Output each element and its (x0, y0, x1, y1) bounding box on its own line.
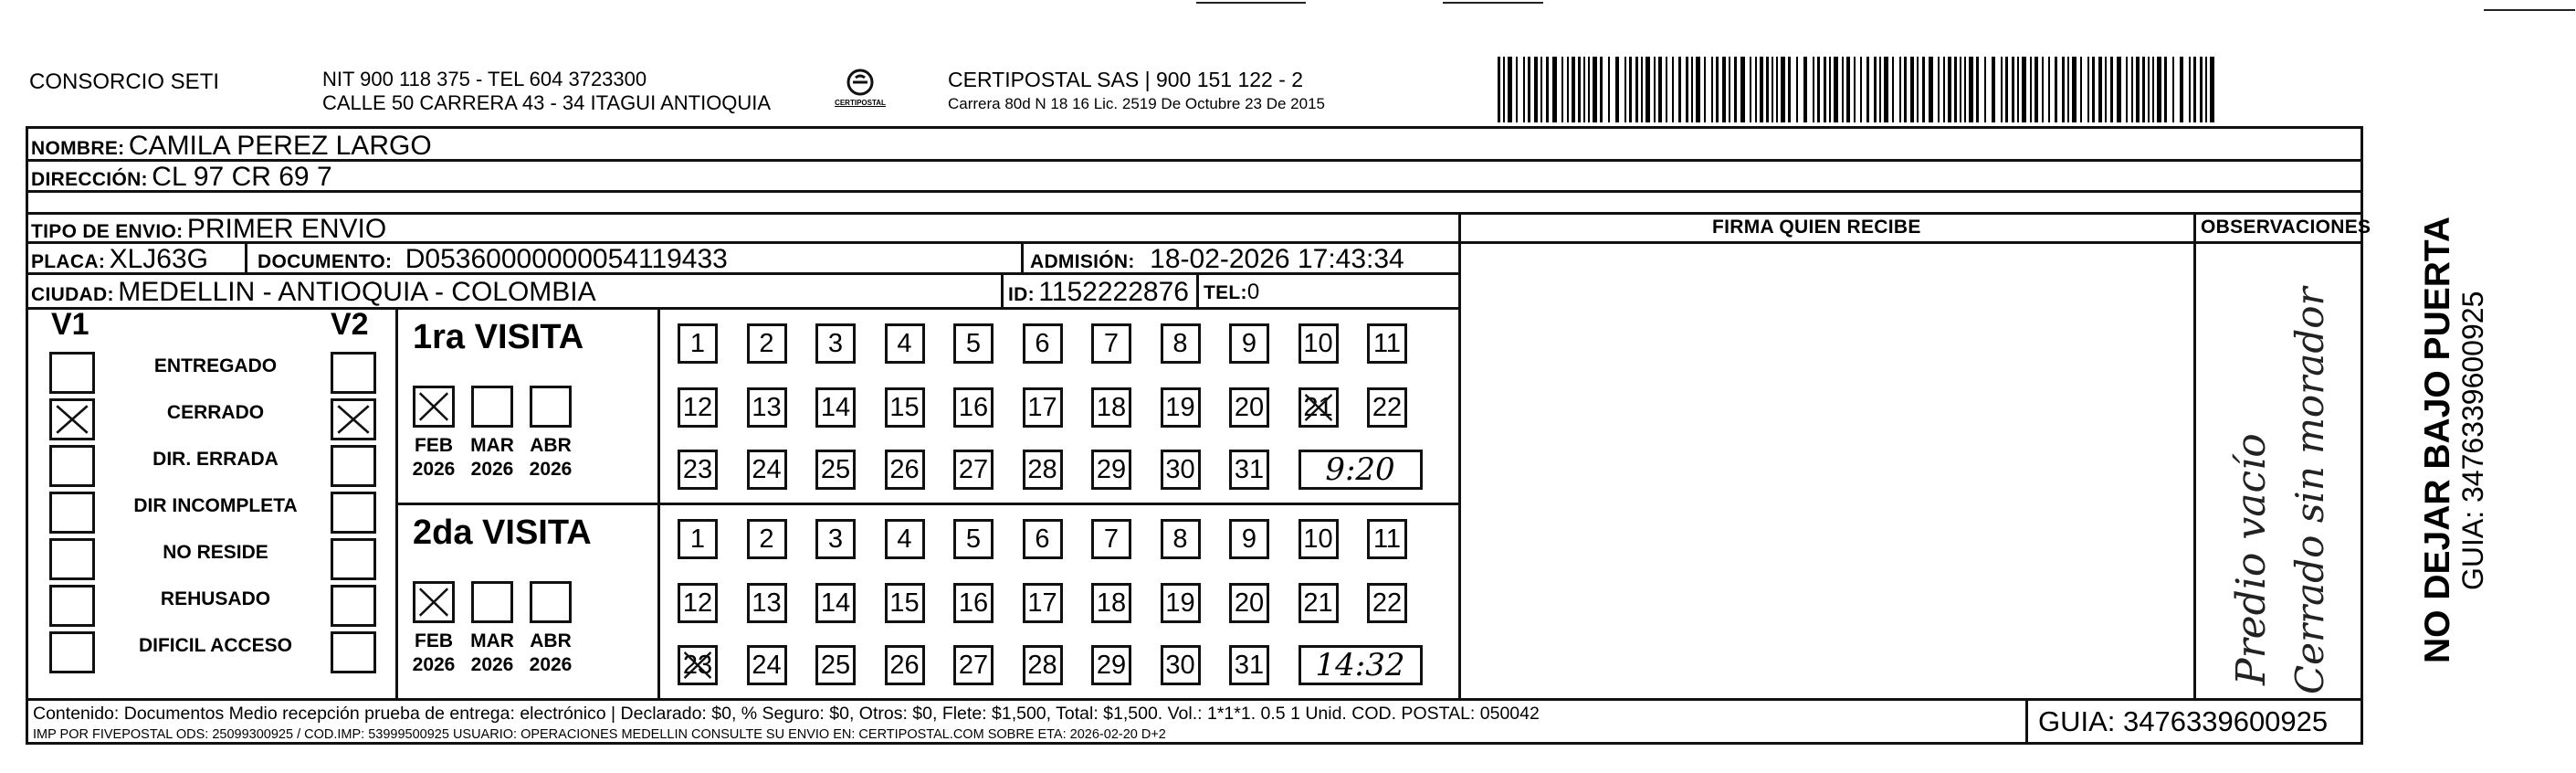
day-number: 31 (1234, 650, 1265, 680)
v2-checkbox[interactable] (331, 352, 376, 394)
day-number: 17 (1027, 588, 1057, 618)
tel-value: 0 (1246, 280, 1260, 304)
day-number: 30 (1165, 454, 1195, 484)
day-number: 22 (1372, 588, 1403, 618)
day-box[interactable] (953, 519, 994, 559)
day-number: 4 (897, 524, 912, 554)
tipo-row (31, 214, 386, 245)
v2-checkbox[interactable] (331, 538, 376, 580)
day-box[interactable] (1161, 519, 1201, 559)
footer-guia: GUIA: 3476339600925 (2038, 705, 2329, 737)
day-box[interactable] (1023, 323, 1063, 364)
day-box[interactable] (1023, 645, 1063, 685)
day-number: 26 (889, 650, 920, 680)
nombre-row (31, 131, 432, 162)
month-label: ABR (530, 630, 572, 651)
day-box[interactable] (1161, 387, 1201, 428)
admision-label: ADMISIÓN: (1030, 251, 1135, 272)
x-mark (415, 388, 452, 425)
tel-label: TEL: (1204, 282, 1247, 303)
logo-text: CERTIPOSTAL (835, 99, 886, 107)
day-number: 1 (689, 328, 706, 358)
nombre-value: CAMILA PEREZ LARGO (128, 131, 432, 161)
tipo-value: PRIMER ENVIO (186, 214, 387, 244)
day-box[interactable] (885, 450, 925, 490)
status-option-label: DIR INCOMPLETA (133, 495, 298, 516)
month-label: ABR (530, 435, 572, 456)
admision-value: 18-02-2026 17:43:34 (1150, 244, 1404, 274)
day-box[interactable] (1091, 583, 1131, 623)
day-box[interactable] (815, 645, 856, 685)
month-label: FEB (415, 630, 453, 651)
day-box[interactable] (747, 450, 787, 490)
day-box[interactable] (1229, 583, 1269, 623)
direccion-row (31, 162, 332, 193)
nombre-label: NOMBRE: (31, 138, 125, 159)
day-box[interactable] (1367, 519, 1407, 559)
visit-title: 1ra VISITA (413, 318, 584, 356)
day-number: 24 (752, 454, 782, 484)
admision-field (1030, 244, 1404, 275)
day-number: 27 (958, 650, 989, 680)
v1-label: V1 (51, 307, 89, 342)
status-option-label: REHUSADO (160, 588, 271, 609)
day-number: 8 (1172, 524, 1188, 554)
contenido-line: Contenido: Documentos Medio recepción prueba de entrega: electrónico | Declarado: $0, % Seguro: $0, Otros: $0, Flete: $1,500, Total: $1,500. Vol.: 1*1*1. 0.5 1 Unid. COD. POSTAL: 050042 (33, 704, 1540, 724)
day-number: 20 (1234, 392, 1265, 422)
certipostal-logo (833, 64, 888, 119)
day-number: 9 (1241, 524, 1257, 554)
day-number: 3 (827, 524, 844, 554)
day-box[interactable] (747, 387, 787, 428)
day-box[interactable] (1299, 583, 1339, 623)
day-number: 26 (889, 454, 920, 484)
month-year: 2026 (529, 654, 573, 675)
month-checkbox[interactable] (471, 581, 513, 623)
day-box[interactable] (1091, 645, 1131, 685)
imp-line: IMP POR FIVEPOSTAL ODS: 25099300925 / COD.IMP: 53999500925 USUARIO: OPERACIONES MEDELLIN CONSULTE SU ENVIO EN: CERTIPOSTAL.COM SOBRE ETA: 2026-02-20 D+2 (33, 727, 1166, 742)
day-number: 24 (752, 650, 782, 680)
day-box[interactable] (815, 387, 856, 428)
v2-checkbox[interactable] (331, 492, 376, 534)
day-box[interactable] (953, 450, 994, 490)
day-number: 12 (682, 588, 713, 618)
day-number: 10 (1303, 328, 1333, 358)
day-box[interactable] (1367, 387, 1407, 428)
scan-mark (1443, 2, 1543, 4)
direccion-value: CL 97 CR 69 7 (152, 162, 332, 192)
day-number: 12 (682, 392, 713, 422)
firma-label: FIRMA QUIEN RECIBE (1712, 217, 1921, 238)
month-label: FEB (415, 435, 453, 456)
day-box[interactable] (678, 645, 718, 685)
no-dejar-bajo-puerta: NO DEJAR BAJO PUERTA (2418, 216, 2457, 663)
day-number: 11 (1372, 328, 1402, 358)
day-box[interactable] (1023, 583, 1063, 623)
v2-checkbox[interactable] (331, 445, 376, 487)
barcode (1498, 57, 2219, 122)
id-field (1008, 277, 1189, 308)
day-number: 25 (820, 454, 851, 484)
scan-mark (2484, 9, 2575, 11)
day-box[interactable] (678, 519, 718, 559)
day-box[interactable] (815, 519, 856, 559)
day-box[interactable] (953, 387, 994, 428)
observaciones-label: OBSERVACIONES (2201, 217, 2371, 238)
x-mark (1301, 390, 1336, 425)
month-year: 2026 (412, 654, 456, 675)
day-number: 7 (1103, 524, 1120, 554)
observaciones-note-2: Cerrado sin morador (2287, 287, 2332, 694)
day-number: 21 (1303, 588, 1333, 618)
day-number: 21 (1303, 392, 1333, 422)
day-number: 2 (759, 328, 774, 358)
day-box[interactable] (1229, 387, 1269, 428)
day-box[interactable] (1161, 645, 1201, 685)
month-year: 2026 (470, 459, 514, 480)
day-box[interactable] (815, 450, 856, 490)
day-number: 22 (1372, 392, 1403, 422)
status-option-label: DIFICIL ACCESO (138, 635, 292, 656)
day-box[interactable] (1229, 450, 1269, 490)
day-number: 15 (889, 392, 920, 422)
x-mark (333, 401, 373, 438)
placa-field (31, 244, 208, 275)
documento-field (258, 244, 728, 275)
month-checkbox[interactable] (413, 581, 455, 623)
side-guia: GUIA: 3476339600925 (2456, 291, 2489, 590)
status-option-label: DIR. ERRADA (152, 449, 279, 470)
day-number: 18 (1096, 392, 1127, 422)
day-box[interactable] (1299, 323, 1339, 364)
day-box[interactable] (953, 323, 994, 364)
day-box[interactable] (1161, 450, 1201, 490)
month-year: 2026 (529, 459, 573, 480)
day-box[interactable] (1299, 519, 1339, 559)
x-mark (680, 648, 715, 683)
day-number: 2 (759, 524, 774, 554)
day-box[interactable] (747, 519, 787, 559)
day-box[interactable] (1229, 323, 1269, 364)
day-box[interactable] (885, 583, 925, 623)
scan-mark (1196, 2, 1306, 4)
day-number: 29 (1096, 650, 1127, 680)
v1-checkbox[interactable] (49, 492, 95, 534)
day-number: 28 (1027, 650, 1057, 680)
visit-time-box[interactable] (1299, 645, 1423, 685)
visit-title: 2da VISITA (413, 514, 592, 552)
day-number: 16 (958, 588, 989, 618)
day-number: 15 (889, 588, 920, 618)
day-number: 19 (1165, 588, 1195, 618)
observaciones-note-1: Predio vacío (2228, 433, 2275, 685)
day-box[interactable] (747, 583, 787, 623)
month-label: MAR (470, 435, 514, 456)
day-box[interactable] (1299, 387, 1339, 428)
v2-checkbox[interactable] (331, 631, 376, 673)
day-number: 25 (820, 650, 851, 680)
day-box[interactable] (953, 645, 994, 685)
certipostal-line: CERTIPOSTAL SAS | 900 151 122 - 2 (948, 68, 1304, 91)
status-option-label: NO RESIDE (163, 542, 268, 563)
visit-time: 14:32 (1315, 647, 1405, 683)
x-mark (52, 401, 92, 438)
ciudad-field (31, 277, 596, 308)
day-number: 3 (827, 328, 844, 358)
day-box[interactable] (1229, 645, 1269, 685)
v1-checkbox[interactable] (49, 631, 95, 673)
tipo-label: TIPO DE ENVIO: (31, 221, 184, 242)
visit-time: 9:20 (1325, 451, 1395, 488)
day-box[interactable] (1091, 323, 1131, 364)
day-box[interactable] (678, 450, 718, 490)
documento-value: D05360000000054119433 (405, 244, 728, 274)
day-number: 31 (1234, 454, 1265, 484)
day-number: 7 (1103, 328, 1120, 358)
day-box[interactable] (1091, 450, 1131, 490)
month-year: 2026 (412, 459, 456, 480)
day-number: 8 (1172, 328, 1188, 358)
license-line: Carrera 80d N 18 16 Lic. 2519 De Octubre 23 De 2015 (948, 95, 1325, 112)
v1-checkbox[interactable] (49, 538, 95, 580)
day-box[interactable] (1161, 583, 1201, 623)
day-box[interactable] (1091, 519, 1131, 559)
status-option-label: ENTREGADO (153, 355, 278, 376)
status-option-label: CERRADO (166, 402, 265, 423)
day-box[interactable] (1091, 387, 1131, 428)
month-checkbox[interactable] (530, 581, 572, 623)
day-box[interactable] (885, 323, 925, 364)
day-box[interactable] (1367, 323, 1407, 364)
day-number: 11 (1372, 524, 1402, 554)
day-box[interactable] (815, 323, 856, 364)
id-value: 1152222876 (1038, 277, 1189, 307)
ciudad-value: MEDELLIN - ANTIOQUIA - COLOMBIA (118, 277, 596, 307)
day-number: 17 (1027, 392, 1057, 422)
day-box[interactable] (747, 323, 787, 364)
day-box[interactable] (1023, 450, 1063, 490)
tel-field (1204, 280, 1259, 305)
v1-checkbox[interactable] (49, 398, 95, 440)
day-number: 13 (752, 392, 782, 422)
month-checkbox[interactable] (413, 386, 455, 428)
day-number: 29 (1096, 454, 1127, 484)
address-line: CALLE 50 CARRERA 43 - 34 ITAGUI ANTIOQUIA (322, 91, 772, 114)
day-number: 18 (1096, 588, 1127, 618)
day-box[interactable] (885, 519, 925, 559)
day-box[interactable] (747, 645, 787, 685)
v2-checkbox[interactable] (331, 585, 376, 627)
v2-checkbox[interactable] (331, 398, 376, 440)
ciudad-label: CIUDAD: (31, 284, 114, 305)
month-checkbox[interactable] (471, 386, 513, 428)
day-box[interactable] (953, 583, 994, 623)
placa-label: PLACA: (31, 251, 106, 272)
day-box[interactable] (678, 583, 718, 623)
direccion-label: DIRECCIÓN: (31, 169, 148, 190)
day-number: 14 (820, 588, 851, 618)
day-number: 1 (689, 524, 706, 554)
month-checkbox[interactable] (530, 386, 572, 428)
day-number: 10 (1303, 524, 1333, 554)
day-number: 13 (752, 588, 782, 618)
day-box[interactable] (885, 645, 925, 685)
x-mark (415, 584, 452, 620)
day-number: 27 (958, 454, 989, 484)
day-number: 4 (897, 328, 912, 358)
day-box[interactable] (1229, 519, 1269, 559)
day-number: 23 (682, 650, 713, 680)
day-box[interactable] (678, 323, 718, 364)
day-number: 23 (682, 454, 713, 484)
documento-label: DOCUMENTO: (258, 251, 393, 272)
nit-line: NIT 900 118 375 - TEL 604 3723300 (322, 68, 647, 90)
month-year: 2026 (470, 654, 514, 675)
day-box[interactable] (678, 387, 718, 428)
day-box[interactable] (815, 583, 856, 623)
day-box[interactable] (1023, 387, 1063, 428)
day-box[interactable] (1367, 583, 1407, 623)
day-box[interactable] (1023, 519, 1063, 559)
day-number: 20 (1234, 588, 1265, 618)
v1-checkbox[interactable] (49, 445, 95, 487)
day-number: 16 (958, 392, 989, 422)
day-number: 9 (1241, 328, 1257, 358)
day-number: 5 (965, 328, 982, 358)
day-number: 30 (1165, 650, 1195, 680)
v1-checkbox[interactable] (49, 352, 95, 394)
day-number: 19 (1165, 392, 1195, 422)
month-label: MAR (470, 630, 514, 651)
visit-time-box[interactable] (1299, 450, 1423, 490)
v1-checkbox[interactable] (49, 585, 95, 627)
day-number: 6 (1035, 328, 1050, 358)
v2-label: V2 (331, 307, 369, 342)
company-name: CONSORCIO SETI (29, 69, 220, 94)
id-label: ID: (1008, 284, 1035, 305)
placa-value: XLJ63G (109, 244, 208, 274)
day-box[interactable] (885, 387, 925, 428)
day-number: 6 (1035, 524, 1050, 554)
day-number: 28 (1027, 454, 1057, 484)
day-box[interactable] (1161, 323, 1201, 364)
day-number: 5 (965, 524, 982, 554)
day-number: 14 (820, 392, 851, 422)
